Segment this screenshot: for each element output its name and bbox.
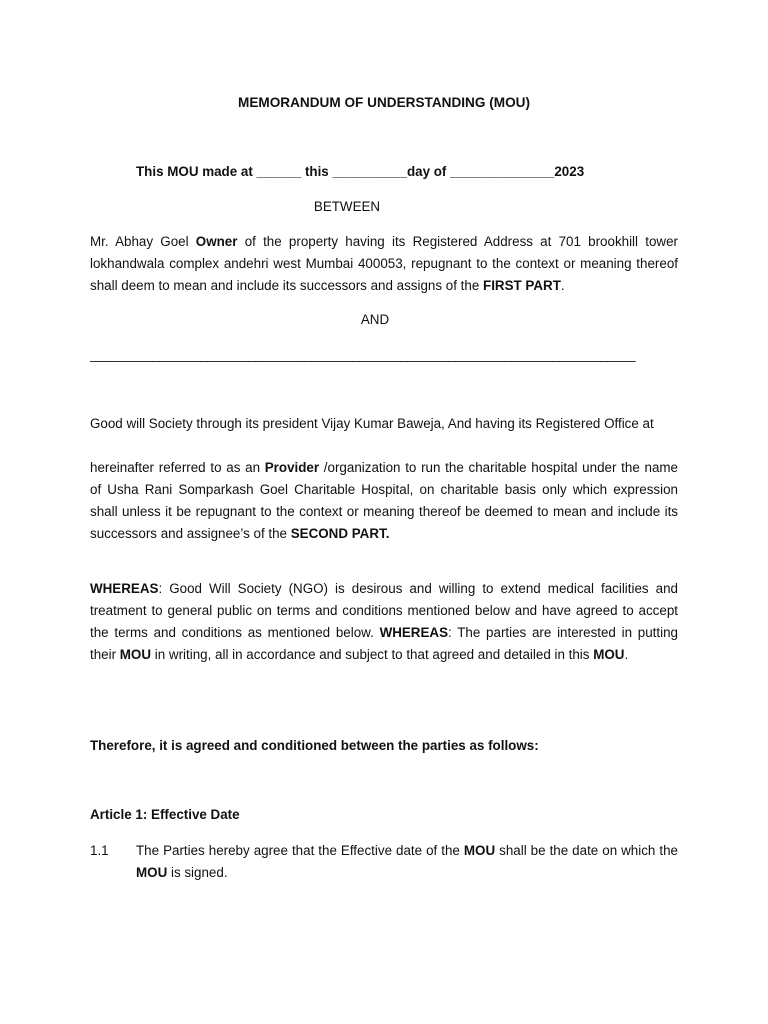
between-label: BETWEEN [313,199,381,214]
first-party-role: Owner [195,234,238,249]
first-party-part: FIRST PART [483,278,561,293]
second-party-intro: Good will Society through its president Vijay Kumar Baweja, And having its Registered Office at [90,416,654,431]
document-title: MEMORANDUM OF UNDERSTANDING (MOU) [238,95,530,110]
second-party-pre: hereinafter referred to as an [90,460,265,475]
first-party-paragraph [90,231,678,297]
first-party-name: Mr. Abhay Goel [90,234,196,249]
therefore-statement: Therefore, it is agreed and conditioned between the parties as follows: [90,738,539,753]
provider-term: Provider [264,460,320,475]
whereas-end: . [624,647,629,662]
whereas-text-2: : The parties are interested in putting their [90,625,678,662]
whereas-paragraph [90,578,678,666]
clause-mou-1: MOU [463,843,496,858]
clause-text-3: is signed. [167,865,228,880]
whereas-label-2: WHEREAS [379,625,449,640]
clause-text-1: The Parties hereby agree that the Effective date of the [136,843,464,858]
clause-text-2: shall be the date on which the [495,843,678,858]
whereas-mou-1: MOU [119,647,152,662]
second-party-text: /organization to run the charitable hospital under the name of Usha Rani Somparkash Goel Charitable Hospital, on charitable basis only which expression shall unless it be repugnant to the context or meaning thereof be deemed to mean and include its successors and assignee’s of the [90,460,678,541]
made-at-line: This MOU made at ______ this __________day of ______________2023 [136,164,585,179]
whereas-text-1: : Good Will Society (NGO) is desirous and willing to extend medical facilities and treatment to general public on terms and conditions mentioned below and have agreed to accept the terms and conditions as mentioned below. [90,581,678,640]
blank-party-line: _______________________________________________________________________________ [90,347,635,362]
clause-1-1-text [136,840,678,884]
clause-mou-2: MOU [136,865,168,880]
whereas-mou-2: MOU [593,647,625,662]
article-1-heading: Article 1: Effective Date [90,807,240,822]
and-label: AND [360,312,390,327]
first-party-text: of the property having its Registered Address at 701 brookhill tower lokhandwala complex andehri west Mumbai 400053, repugnant to the context or meaning thereof shall deem to mean and include its successors and assigns of the [90,234,678,293]
whereas-text-3: in writing, all in accordance and subject to that agreed and detailed in this [151,647,594,662]
first-party-end: . [560,278,565,293]
second-party-part: SECOND PART. [290,526,390,541]
clause-number: 1.1 [90,843,109,858]
whereas-label-1: WHEREAS [90,581,159,596]
second-party-paragraph [90,457,678,545]
